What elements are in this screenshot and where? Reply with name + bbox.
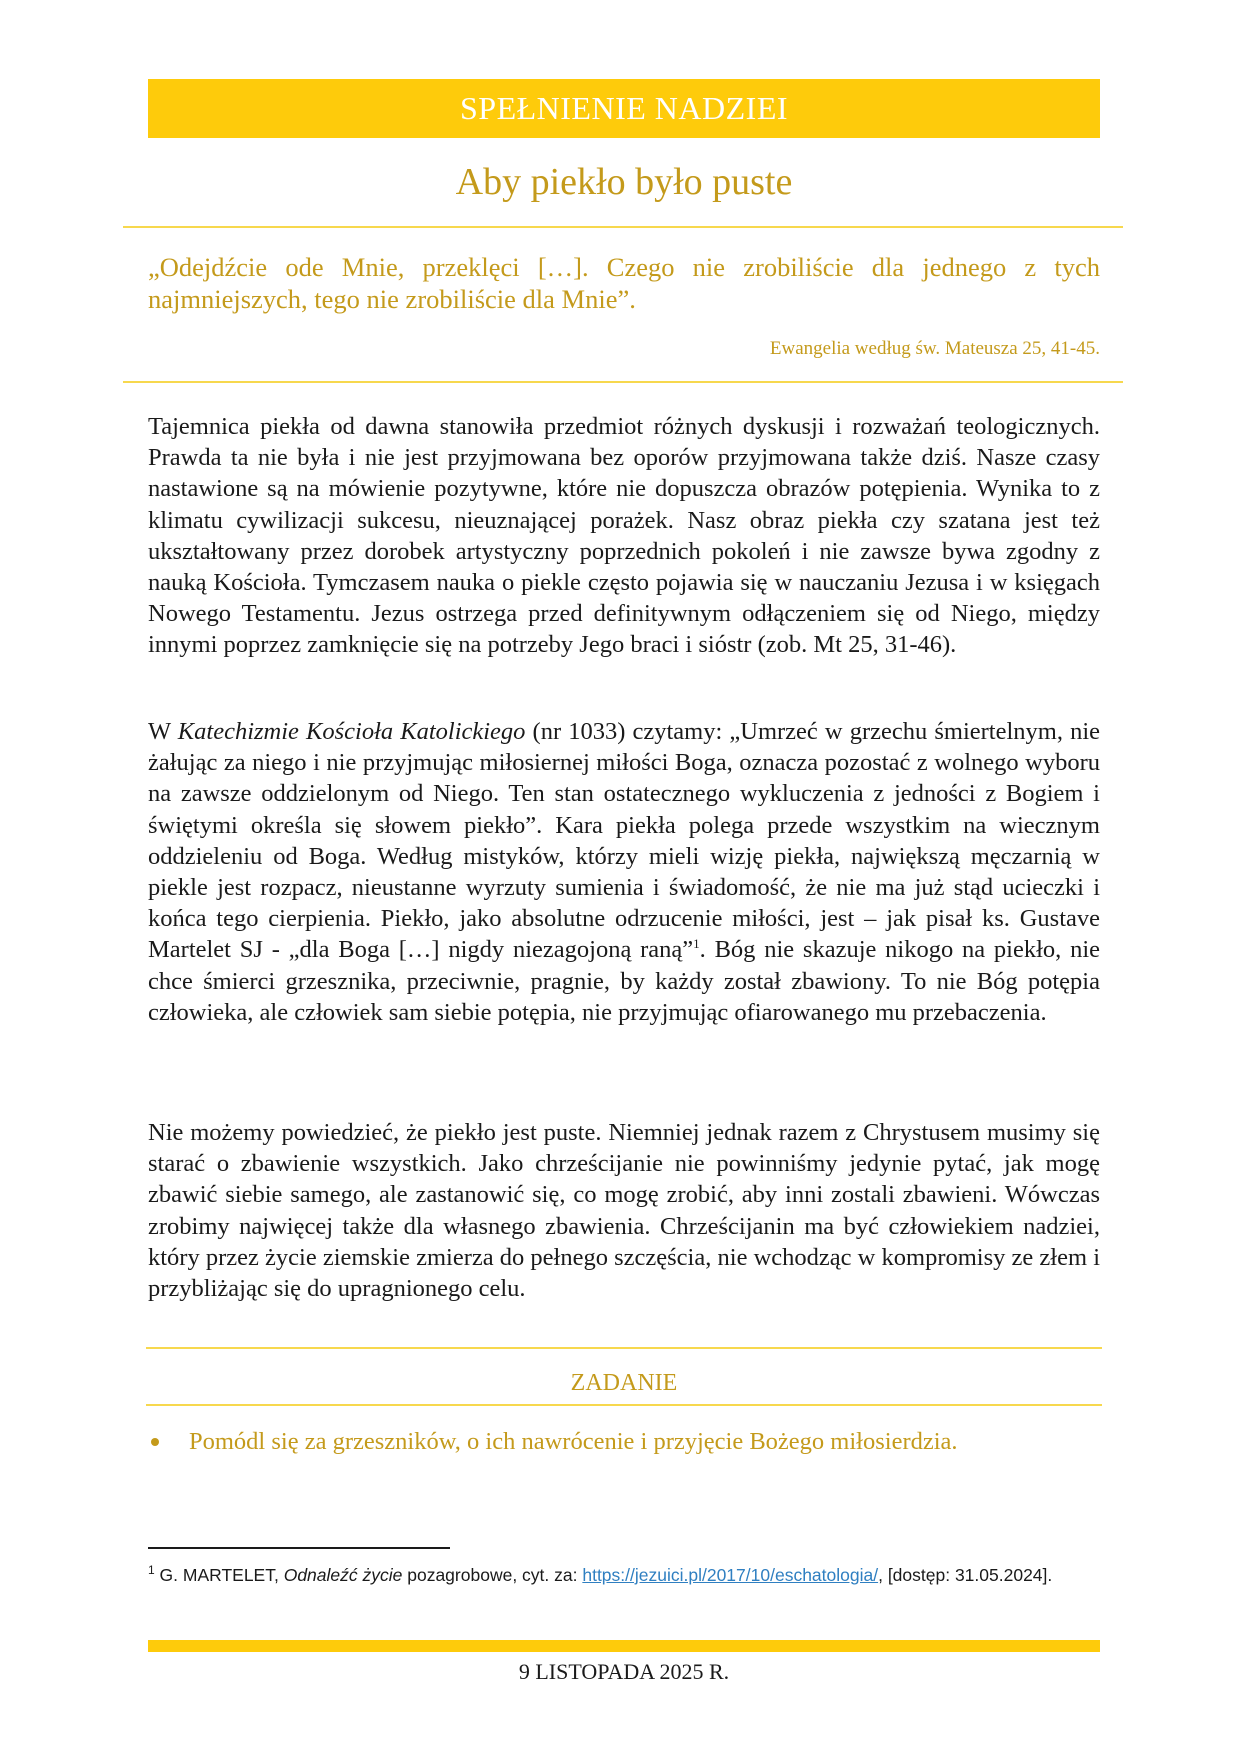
footnote-author: G. MARTELET, [154,1565,284,1585]
task-heading: ZADANIE [570,1370,678,1396]
quote-top-divider [123,226,1123,228]
catechism-title: Katechizmie Kościoła Katolickiego [177,718,526,745]
series-title: SPEŁNIENIE NADZIEI [459,90,789,126]
task-item-text: Pomódl się za grzeszników, o ich nawrócenie i przyjęcie Bożego miłosierdzia. [189,1428,958,1455]
scripture-quote: „Odejdźcie ode Mnie, przeklęci […]. Czego nie zrobiliście dla jednego z tych najmniejszych, tego nie zrobiliście dla Mnie”. [148,252,1100,314]
task-item [148,1428,1100,1456]
footnote [148,1562,1100,1588]
footnote-book-title: Odnaleźć życie [283,1565,403,1585]
paragraph-2-suffix: . Bóg nie skazuje nikogo na piekło, nie chce śmierci grzesznika, przeciwnie, pragnie, by każdy został zbawiony. To nie Bóg potępia człowieka, ale człowiek sam siebie potępia, nie przyjmując ofiarowanego mu przebaczenia. [148,936,1101,1026]
quote-bottom-divider [123,381,1123,383]
footnote-citation: pozagrobowe, cyt. za: [402,1565,583,1585]
body-paragraph-3: Nie możemy powiedzieć, że piekło jest puste. Niemniej jednak razem z Chrystusem musimy się starać o zbawienie wszystkich. Jako chrześcijanie nie powinniśmy jedynie pytać, jak mogę zbawić siebie samego, ale zastanowić się, co mogę zrobić, aby inni zostali zbawieni. Wówczas zrobimy najwięcej także dla własnego zbawienia. Chrześcijanin ma być człowiekiem nadziei, który przez życie ziemskie zmierza do pełnego szczęścia, nie wchodząc w kompromisy ze złem i przybliżając się do upragnionego celu. [148,1119,1100,1303]
article-body-3 [148,1117,1100,1304]
scripture-source: Ewangelia według św. Mateusza 25, 41-45. [769,338,1100,359]
task-list [148,1428,1100,1456]
page-title: Aby piekło było puste [455,161,793,203]
footnote-separator [148,1547,450,1549]
body-paragraph-1: Tajemnica piekła od dawna stanowiła przedmiot różnych dyskusji i rozważań teologicznych. Prawda ta nie była i nie jest przyjmowana bez oporów przyjmowana także dziś. Nasze czasy nastawione są na mówienie pozytywne, które nie dopuszcza obrazów potępienia. Wynika to z klimatu cywilizacji sukcesu, nieuznającej porażek. Nasz obraz piekła czy szatana jest też ukształtowany przez dorobek artystyczny poprzednich pokoleń i nie zawsze bywa zgodny z nauką Kościoła. Tymczasem nauka o piekle często pojawia się w nauczaniu Jezusa i w księgach Nowego Testamentu. Jezus ostrzega przed definitywnym odłączeniem się od Niego, między innymi poprzez zamknięcie się na potrzeby Jego braci i sióstr (zob. Mt 25, 31-46). [148,413,1100,659]
article-body-2 [148,716,1100,1028]
bullet-icon [151,1438,159,1446]
paragraph-2-prefix: W [148,718,178,745]
footer-date: 9 LISTOPADA 2025 R. [518,1659,730,1684]
footnote-number: 1 [148,1563,155,1578]
task-bottom-divider [146,1404,1102,1406]
task-top-divider [146,1347,1102,1349]
footnote-access-date: , [dostęp: 31.05.2024]. [878,1565,1053,1585]
paragraph-2-middle: (nr 1033) czytamy: „Umrzeć w grzechu śmiertelnym, nie żałując za niego i nie przyjmując miłosiernej miłości Boga, oznacza pozostać z wolnego wyboru na zawsze oddzielonym od Niego. Ten stan ostatecznego wykluczenia z jedności z Bogiem i świętymi określa się słowem piekło”. Kara piekła polega przede wszystkim na wiecznym oddzieleniu od Boga. Według mistyków, którzy mieli wizję piekła, największą męczarnią w piekle jest rozpacz, nieustanne wyrzuty sumienia i świadomość, że nie ma już stąd ucieczki i końca tego cierpienia. Piekło, jako absolutne odrzucenie miłości, jest – jak pisał ks. Gustave Martelet SJ - „dla Boga […] nigdy niezagojoną raną” [148,718,1100,964]
footnote-link[interactable]: https://jezuici.pl/2017/10/eschatologia/ [582,1565,879,1585]
body-paragraph-2 [148,716,1100,1028]
footer-banner [148,1640,1100,1652]
footnote-reference[interactable]: 1 [693,936,700,952]
header-banner [148,79,1100,138]
article-body [148,411,1100,661]
